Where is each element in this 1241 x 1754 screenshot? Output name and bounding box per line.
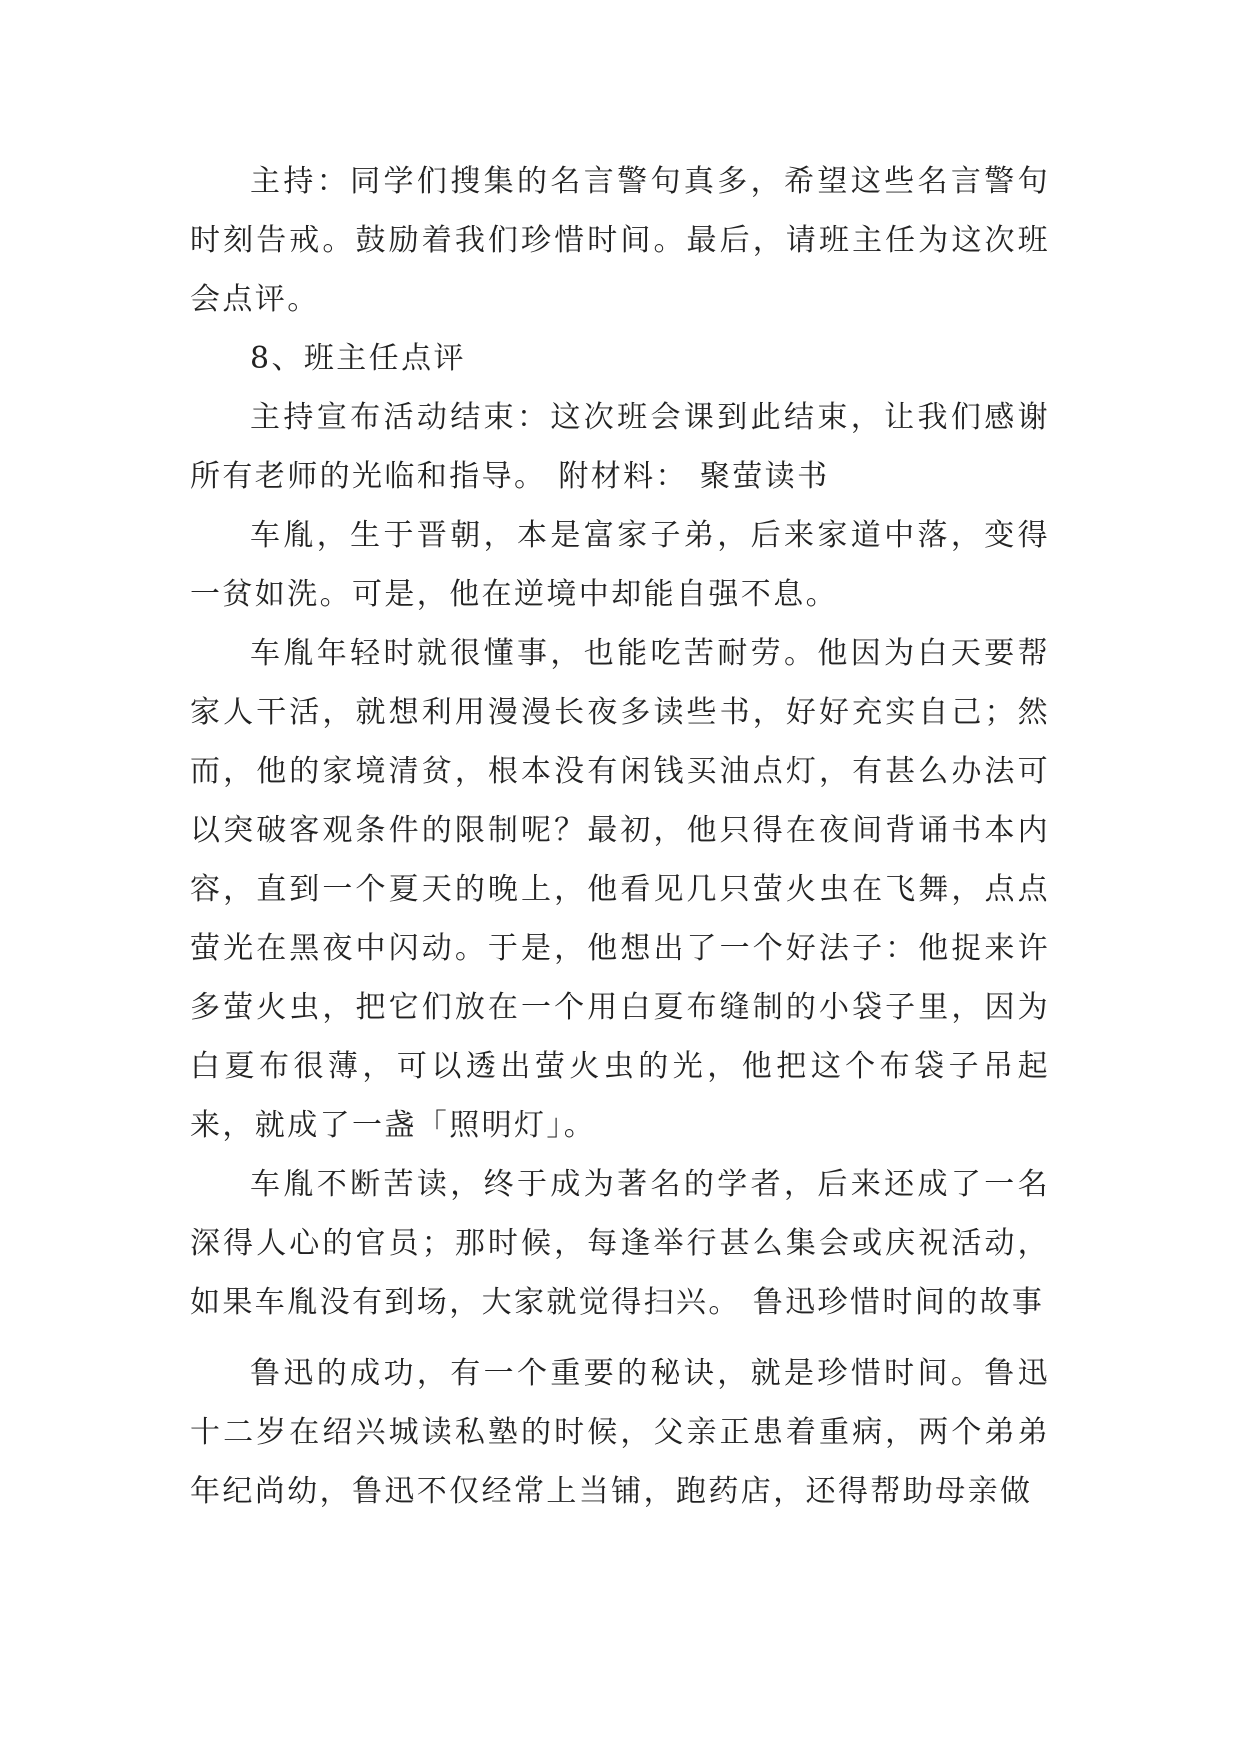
paragraph-che-yin-fireflies: 车胤年轻时就很懂事，也能吃苦耐劳。他因为白天要帮家人干活，就想利用漫漫长夜多读些书，好好充实自己；然而，他的家境清贫，根本没有闲钱买油点灯，有甚么办法可以突破客观条件的限制呢？最初，他只得在夜间背诵书本内容，直到一个夏天的晚上，他看见几只萤火虫在飞舞，点点萤光在黑夜中闪动。于是，他想出了一个好法子：他捉来许多萤火虫，把它们放在一个用白夏布缝制的小袋子里，因为白夏布很薄，可以透出萤火虫的光，他把这个布袋子吊起来，就成了一盏「照明灯」。: [190, 636, 1050, 1143]
paragraph-che-yin-intro: 车胤，生于晋朝，本是富家子弟，后来家道中落，变得一贫如洗。可是，他在逆境中却能自强不息。: [190, 518, 1050, 612]
paragraph-lu-xun-story: 鲁迅的成功，有一个重要的秘诀，就是珍惜时间。鲁迅十二岁在绍兴城读私塾的时候，父亲正患着重病，两个弟弟年纪尚幼，鲁迅不仅经常上当铺，跑药店，还得帮助母亲做: [190, 1356, 1050, 1509]
document-body: [190, 152, 1050, 1521]
paragraph-section-8-heading: 8、班主任点评: [250, 341, 466, 376]
paragraph-activity-end: 主持宣布活动结束：这次班会课到此结束，让我们感谢所有老师的光临和指导。 附材料： 聚萤读书: [190, 400, 1050, 494]
paragraph-host-closing: 主持：同学们搜集的名言警句真多，希望这些名言警句时刻告戒。鼓励着我们珍惜时间。最后，请班主任为这次班会点评。: [190, 164, 1050, 317]
paragraph-che-yin-scholar: 车胤不断苦读，终于成为著名的学者，后来还成了一名深得人心的官员；那时候，每逢举行甚么集会或庆祝活动，如果车胤没有到场，大家就觉得扫兴。 鲁迅珍惜时间的故事: [190, 1167, 1050, 1320]
